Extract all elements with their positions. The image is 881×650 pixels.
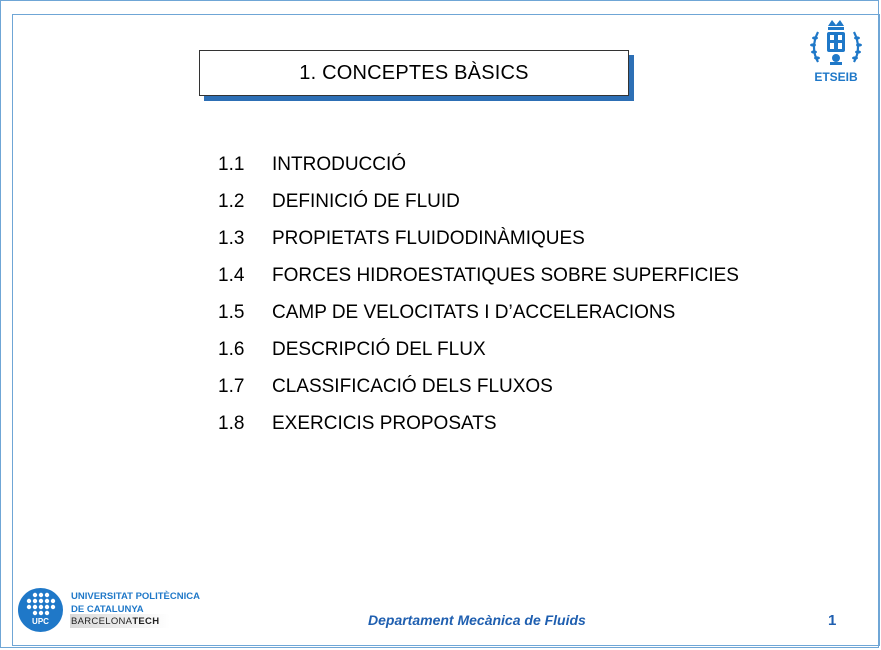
toc-number: 1.7	[218, 376, 245, 397]
toc-label: DEFINICIÓ DE FLUID	[272, 191, 460, 212]
toc-label: INTRODUCCIÓ	[272, 154, 407, 175]
toc-number: 1.2	[218, 191, 245, 212]
upc-mark: UPC	[32, 617, 49, 626]
toc-item	[218, 224, 739, 261]
toc-item	[218, 261, 739, 298]
slide-title: 1. CONCEPTES BÀSICS	[299, 61, 529, 84]
upc-line-1: UNIVERSITAT POLITÈCNICA	[71, 591, 200, 602]
toc-number: 1.3	[218, 228, 245, 249]
etseib-label: ETSEIB	[814, 70, 858, 84]
toc-number: 1.8	[218, 413, 245, 434]
upc-line-3-tech: TECH	[132, 616, 160, 627]
slide-title-box	[199, 50, 629, 96]
toc-label: FORCES HIDROESTATIQUES SOBRE SUPERFICIES	[272, 265, 739, 286]
page-number: 1	[828, 612, 837, 629]
toc-label: DESCRIPCIÓ DEL FLUX	[272, 339, 486, 360]
table-of-contents	[218, 150, 739, 446]
toc-label: PROPIETATS FLUIDODINÀMIQUES	[272, 228, 585, 249]
upc-line-3-city: BARCELONA	[71, 616, 133, 627]
toc-number: 1.1	[218, 154, 245, 175]
toc-number: 1.4	[218, 265, 245, 286]
etseib-logo	[806, 18, 866, 88]
toc-item	[218, 298, 739, 335]
etseib-crest-icon	[806, 18, 866, 70]
toc-label: CAMP DE VELOCITATS I D’ACCELERACIONS	[272, 302, 676, 323]
toc-item	[218, 335, 739, 372]
toc-item	[218, 409, 739, 446]
upc-name-block	[71, 591, 217, 630]
upc-line-3	[71, 616, 217, 629]
upc-dots-icon	[18, 588, 63, 618]
toc-item	[218, 187, 739, 224]
upc-line-2: DE CATALUNYA	[71, 603, 144, 615]
toc-item	[218, 150, 739, 187]
toc-item	[218, 372, 739, 409]
upc-logo-icon	[18, 588, 63, 632]
toc-number: 1.5	[218, 302, 245, 323]
department-name: Departament Mecànica de Fluids	[368, 612, 586, 628]
toc-number: 1.6	[218, 339, 245, 360]
toc-label: EXERCICIS PROPOSATS	[272, 413, 497, 434]
toc-label: CLASSIFICACIÓ DELS FLUXOS	[272, 376, 553, 397]
